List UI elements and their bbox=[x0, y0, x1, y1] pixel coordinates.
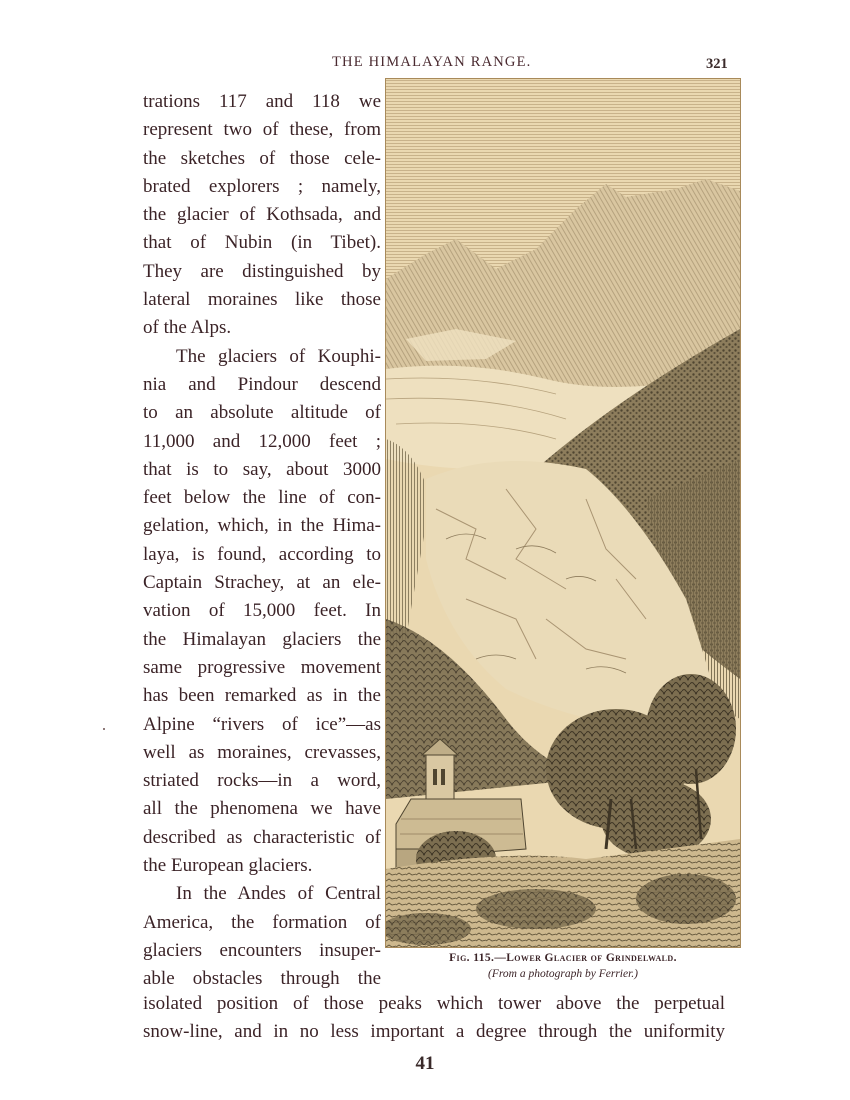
paragraph-start: In the Andes of Central bbox=[176, 883, 381, 905]
glacier-engraving bbox=[386, 79, 740, 947]
engraving-figure bbox=[385, 78, 741, 948]
text-line: described as characteristic of bbox=[143, 826, 381, 848]
text-line: lateral moraines like those bbox=[143, 289, 381, 311]
figure-title: Lower Glacier of Grindelwald. bbox=[506, 952, 677, 964]
figure-caption bbox=[385, 952, 741, 964]
text-line: laya, is found, according to bbox=[143, 543, 381, 565]
text-line: gelation, which, in the Hima- bbox=[143, 515, 381, 537]
text-line: They are distinguished by bbox=[143, 260, 381, 282]
text-line: striated rocks—in a word, bbox=[143, 770, 381, 792]
text-line: snow-line, and in no less important a degree through the uniformity bbox=[143, 1021, 725, 1043]
text-line: well as moraines, crevasses, bbox=[143, 741, 381, 763]
print-speck bbox=[103, 728, 105, 730]
text-line: feet below the line of con- bbox=[143, 487, 381, 509]
text-line: brated explorers ; namely, bbox=[143, 175, 381, 197]
text-line: 11,000 and 12,000 feet ; bbox=[143, 430, 381, 452]
page-number: 321 bbox=[706, 56, 728, 72]
text-line: nia and Pindour descend bbox=[143, 373, 381, 395]
text-line: to an absolute altitude of bbox=[143, 402, 381, 424]
running-title: THE HIMALAYAN RANGE. bbox=[332, 54, 532, 70]
figure-number: Fig. 115.— bbox=[449, 952, 507, 964]
text-line: America, the formation of bbox=[143, 911, 381, 933]
text-line: isolated position of those peaks which tower above the perpetual bbox=[143, 993, 725, 1014]
text-line: the European glaciers. bbox=[143, 855, 313, 877]
text-line: vation of 15,000 feet. In bbox=[143, 600, 381, 622]
text-line: the sketches of those cele- bbox=[143, 147, 381, 169]
body-column bbox=[143, 88, 381, 994]
text-line: Captain Strachey, at an ele- bbox=[143, 572, 381, 594]
paragraph-start: The glaciers of Kouphi- bbox=[176, 345, 381, 367]
text-line: represent two of these, from bbox=[143, 119, 381, 141]
text-line: trations 117 and 118 we bbox=[143, 91, 381, 112]
text-line: that of Nubin (in Tibet). bbox=[143, 232, 381, 254]
full-width-text bbox=[143, 990, 725, 1047]
text-line: has been remarked as in the bbox=[143, 685, 381, 707]
figure-credit: (From a photograph by Ferrier.) bbox=[487, 968, 639, 980]
text-line: the Himalayan glaciers the bbox=[143, 628, 381, 650]
text-line: all the phenomena we have bbox=[143, 798, 381, 820]
text-line: the glacier of Kothsada, and bbox=[143, 204, 381, 226]
text-line: Alpine “rivers of ice”—as bbox=[143, 713, 381, 735]
text-line: that is to say, about 3000 bbox=[143, 458, 381, 480]
signature-mark: 41 bbox=[415, 1053, 435, 1074]
text-line: same progressive movement bbox=[143, 656, 381, 678]
running-head bbox=[0, 54, 850, 76]
text-line: able obstacles through the bbox=[143, 968, 381, 990]
text-line: glaciers encounters insuper- bbox=[143, 939, 381, 961]
text-line: of the Alps. bbox=[143, 317, 232, 339]
